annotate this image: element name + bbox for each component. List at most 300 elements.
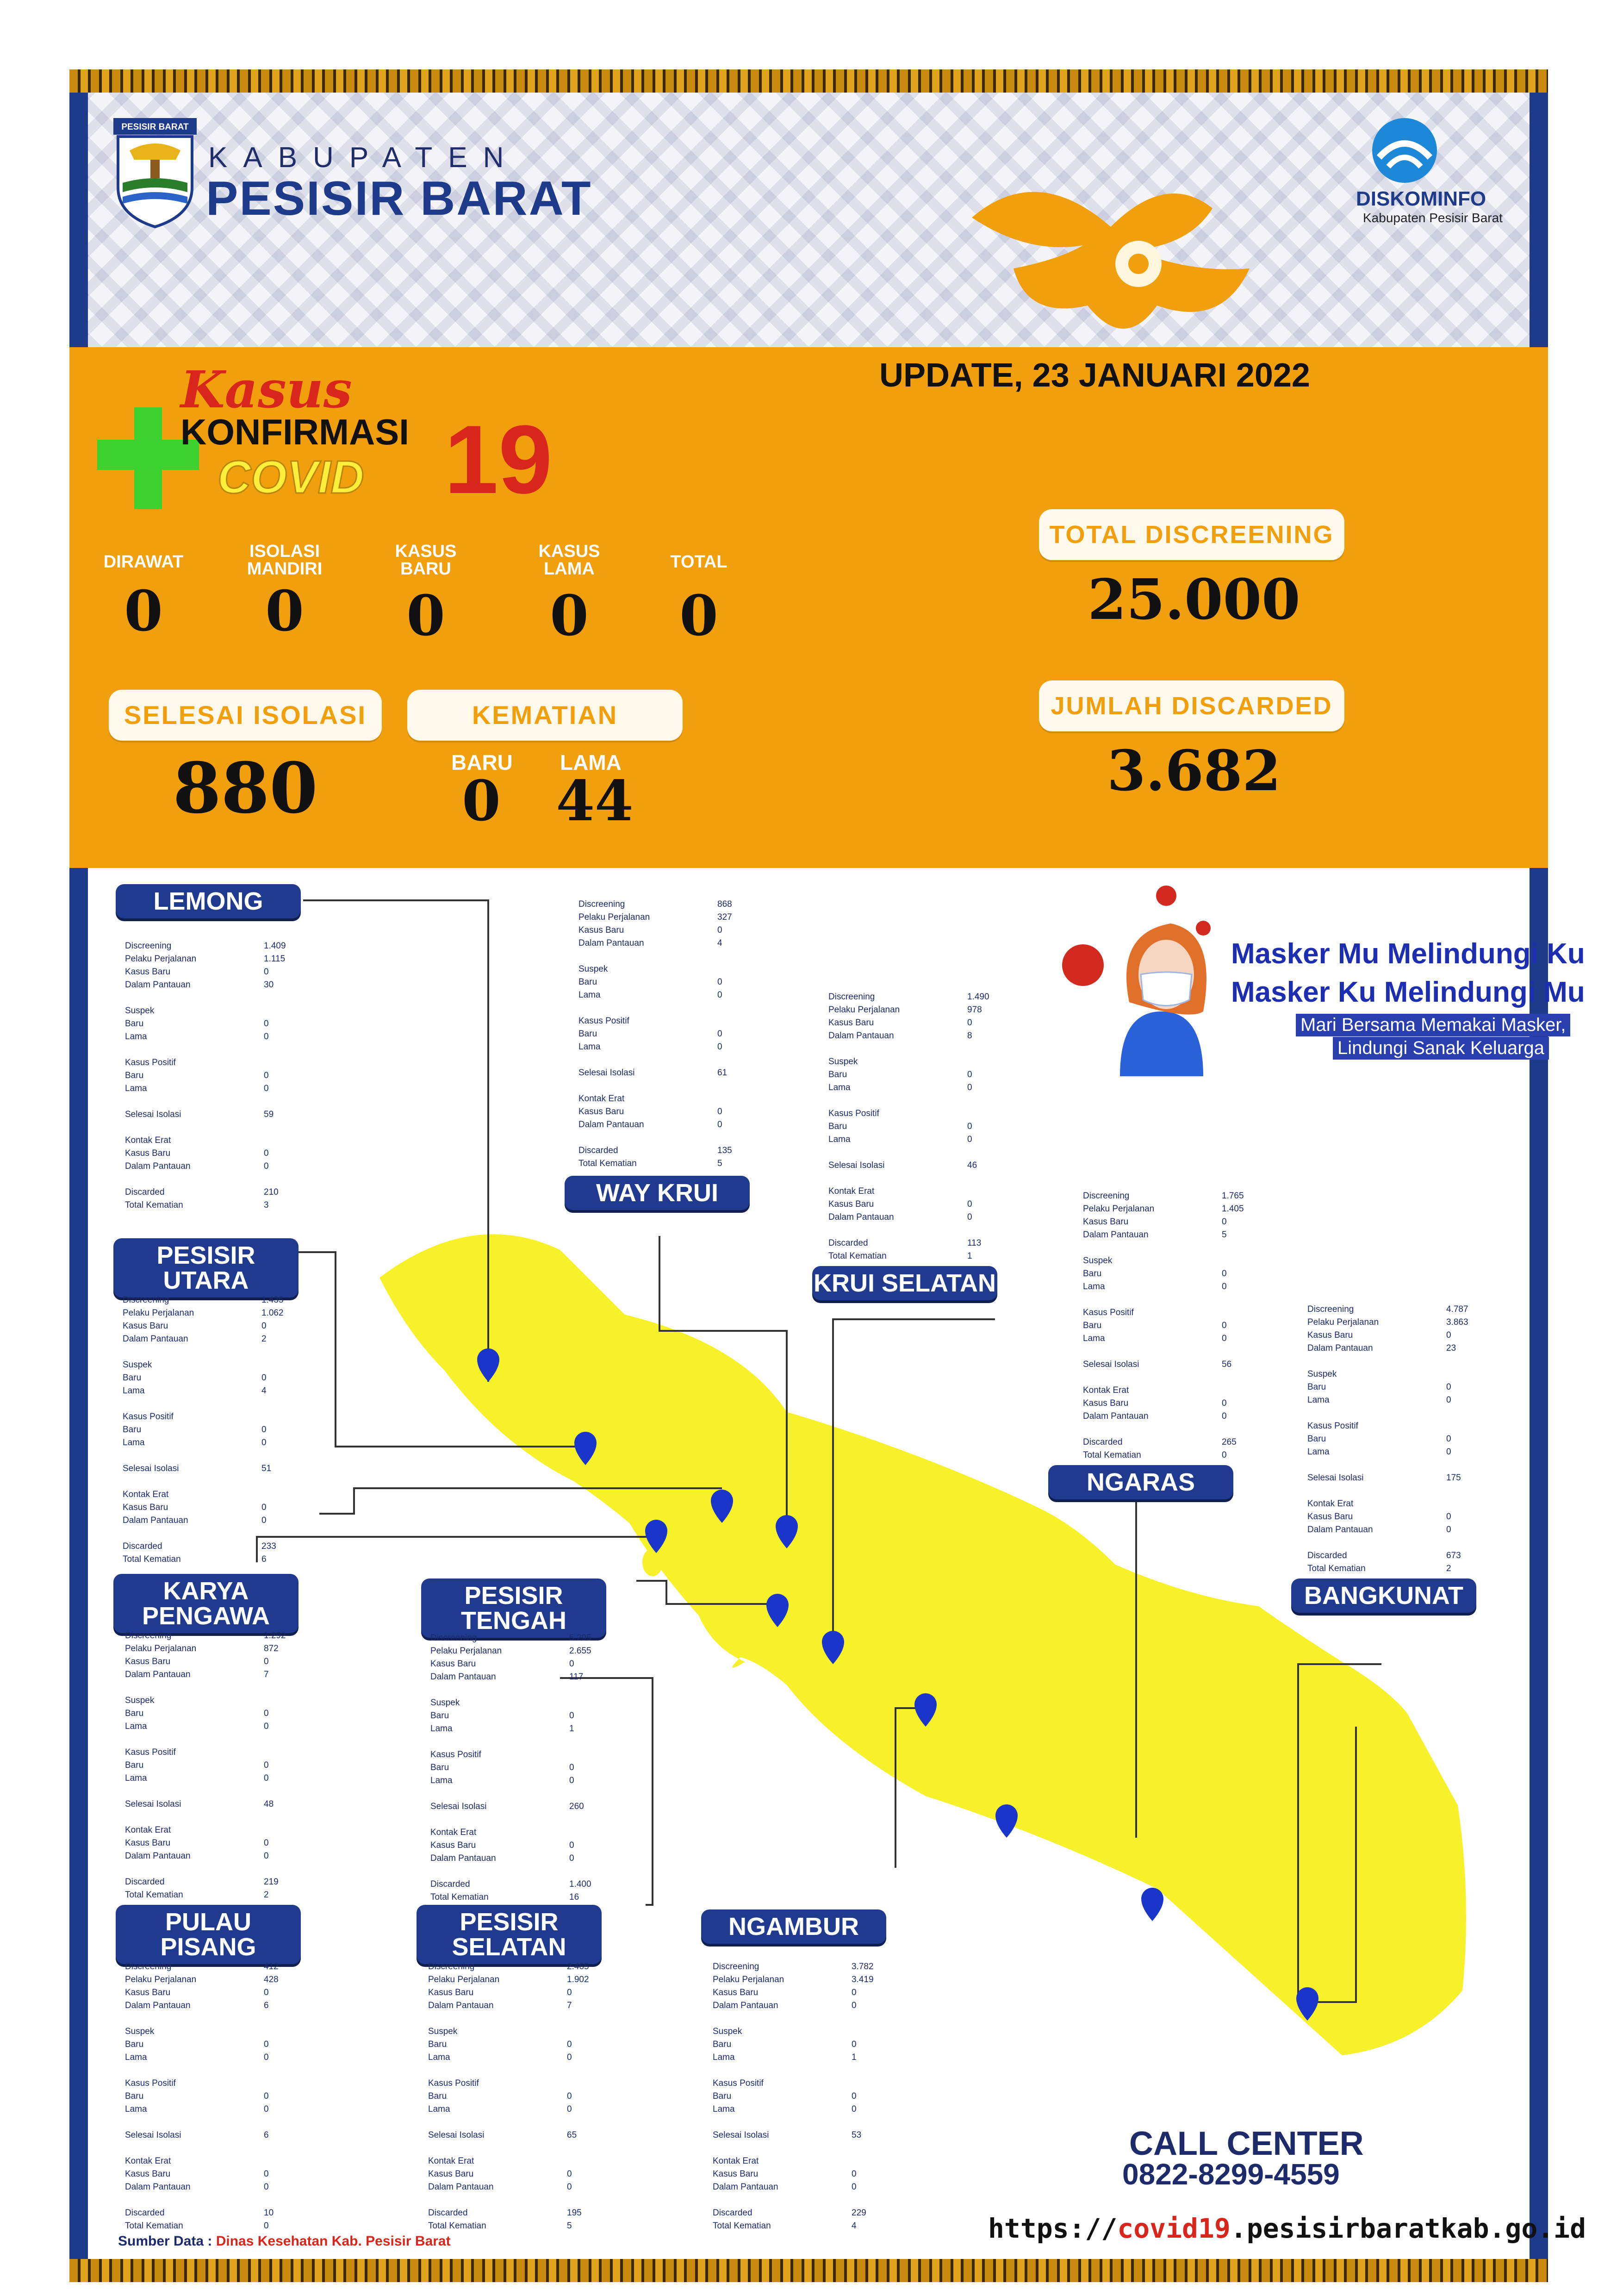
stat-value: 0 [1222, 1269, 1227, 1279]
stat-spacer [123, 1449, 298, 1462]
stat-label: Selesai Isolasi [1307, 1473, 1364, 1483]
stat-value: 0 [1446, 1447, 1451, 1457]
stats-karya-pengawa [125, 1629, 301, 1902]
stat-row [123, 1540, 298, 1553]
stat-label: Kasus Positif [430, 1750, 481, 1759]
stat-value: 0 [264, 1722, 269, 1731]
stat-value: 0 [264, 1773, 269, 1783]
stat-row [428, 1986, 604, 1999]
stat-label: Discreening [125, 1631, 172, 1641]
stat-label: Kontak Erat [828, 1186, 875, 1196]
kasus-baru-value: 0 [406, 583, 445, 649]
stat-label: Suspek [123, 1360, 152, 1370]
stat-label: Kontak Erat [1083, 1385, 1129, 1395]
stat-label: Kasus Baru [1307, 1330, 1353, 1340]
stat-label: Baru [430, 1763, 449, 1772]
stat-value: 0 [1222, 1217, 1227, 1227]
stat-spacer [430, 1865, 606, 1878]
stat-value: 59 [264, 1110, 274, 1119]
stat-label: Lama [125, 1084, 147, 1093]
stat-label: Discreening [713, 1962, 759, 1972]
stats-way-krui [578, 898, 754, 1170]
stat-spacer [125, 1121, 301, 1134]
stat-spacer [430, 1813, 606, 1826]
stat-label: Discarded [125, 1187, 165, 1197]
stat-label: Baru [1307, 1434, 1326, 1444]
stat-label: Suspek [713, 2027, 742, 2036]
district-way-krui[interactable]: WAY KRUI [565, 1176, 750, 1210]
stat-value: 4.787 [1446, 1304, 1468, 1314]
stat-value: 0 [567, 2040, 572, 2049]
stat-row [578, 989, 754, 1002]
stat-spacer [428, 2116, 604, 2129]
stat-label: Discreening [430, 1633, 477, 1643]
website-link[interactable] [988, 2213, 1586, 2244]
stat-spacer [125, 2194, 301, 2207]
stat-value: 868 [717, 899, 732, 909]
stat-label: Suspek [1307, 1369, 1337, 1379]
stat-row [125, 1017, 301, 1030]
stats-pesisir-selatan [428, 1960, 604, 2233]
stat-value: 4 [852, 2221, 857, 2231]
stat-value: 0 [1446, 1330, 1451, 1340]
stat-spacer [828, 1224, 1004, 1237]
stat-spacer [430, 1787, 606, 1800]
stat-value: 1 [852, 2053, 857, 2062]
stat-value: 872 [264, 1644, 279, 1653]
stat-value: 2 [264, 1890, 269, 1900]
stat-value: 0 [717, 925, 722, 935]
stat-label: Baru [430, 1711, 449, 1721]
district-pesisir-utara[interactable]: PESISIR UTARA [113, 1238, 298, 1298]
stats-pesisir-tengah [430, 1632, 606, 1904]
stat-label: Total Kematian [430, 1892, 489, 1902]
stat-spacer [578, 1079, 754, 1092]
stat-label: Pelaku Perjalanan [713, 1975, 784, 1984]
kabupaten-label: KABUPATEN [208, 142, 520, 174]
stat-label: Selesai Isolasi [828, 1160, 885, 1170]
stat-value: 0 [852, 1988, 857, 1997]
stat-value: 0 [567, 2091, 572, 2101]
stat-row [1307, 1472, 1483, 1485]
stat-row [828, 991, 1004, 1004]
stat-value: 16 [569, 1892, 579, 1902]
stat-label: Dalam Pantauan [430, 1672, 496, 1682]
stat-row [428, 1960, 604, 1973]
kematian-lama-label: LAMA [560, 750, 622, 774]
stat-value: 0 [264, 1838, 269, 1848]
stat-value: 428 [264, 1975, 279, 1984]
stat-row [430, 1710, 606, 1722]
stat-value: 53 [852, 2130, 862, 2140]
stat-spacer [1083, 1345, 1259, 1358]
stat-row [713, 2038, 889, 2051]
stat-row [1083, 1203, 1259, 1216]
district-karya-pengawa[interactable]: KARYA PENGAWA [113, 1574, 298, 1633]
stat-row [125, 1876, 301, 1889]
stat-label: Discarded [428, 2208, 468, 2218]
stat-row [430, 1891, 606, 1904]
stat-label: Kasus Baru [428, 2169, 474, 2179]
stat-row [123, 1553, 298, 1566]
stat-row [578, 898, 754, 911]
stat-row [1307, 1329, 1483, 1342]
stat-row [123, 1501, 298, 1514]
stat-value: 0 [717, 1029, 722, 1039]
district-ngaras[interactable]: NGARAS [1048, 1465, 1233, 1499]
stat-row [713, 2077, 889, 2090]
stat-label: Kasus Positif [428, 2078, 479, 2088]
stat-row [125, 2155, 301, 2168]
stat-row [428, 2077, 604, 2090]
stat-spacer [125, 1173, 301, 1186]
stat-row [125, 1668, 301, 1681]
stat-row [125, 1004, 301, 1017]
stat-value: 23 [1446, 1343, 1456, 1353]
stat-row [125, 1655, 301, 1668]
stat-spacer [578, 1054, 754, 1067]
stat-value: 0 [1222, 1411, 1227, 1421]
stat-spacer [428, 2142, 604, 2155]
stat-row [828, 1237, 1004, 1250]
stat-value: 0 [264, 1851, 269, 1861]
stat-label: Discreening [125, 1962, 172, 1972]
stat-value: 0 [261, 1321, 267, 1331]
stat-label: Lama [430, 1776, 453, 1785]
stats-ngaras [1083, 1190, 1259, 1462]
stat-row [125, 953, 301, 966]
stat-label: Baru [123, 1373, 142, 1383]
stat-row [428, 2103, 604, 2116]
selesai-isolasi-value: 880 [173, 748, 318, 829]
total-discreening-badge: TOTAL DISCREENING [1039, 509, 1344, 560]
stat-label: Dalam Pantauan [578, 1120, 644, 1129]
stat-label: Kasus Baru [123, 1503, 168, 1512]
stat-value: 219 [264, 1877, 279, 1887]
stat-label: Baru [125, 2040, 144, 2049]
stat-row [123, 1307, 298, 1320]
stat-label: Total Kematian [1307, 1564, 1366, 1573]
stat-value: 0 [717, 977, 722, 987]
stat-spacer [828, 1042, 1004, 1055]
stat-label: Selesai Isolasi [428, 2130, 485, 2140]
stat-label: Pelaku Perjalanan [428, 1975, 500, 1984]
district-pulau-pisang[interactable]: PULAU PISANG [116, 1905, 301, 1964]
stat-label: Lama [1307, 1447, 1330, 1457]
stat-row [713, 2207, 889, 2220]
stat-row [125, 1199, 301, 1212]
stat-row [430, 1722, 606, 1735]
stat-label: Kontak Erat [578, 1094, 625, 1104]
kasus-lama-value: 0 [550, 583, 589, 649]
stat-row [713, 2181, 889, 2194]
stat-value: 0 [717, 990, 722, 1000]
stat-spacer [828, 1094, 1004, 1107]
stat-label: Kasus Baru [125, 2169, 171, 2179]
svg-text:Kasus: Kasus [180, 361, 352, 419]
stat-label: Lama [828, 1083, 851, 1092]
island-pulau-pisang [642, 1548, 663, 1576]
total-label: TOTAL [670, 552, 728, 572]
stat-row [1083, 1319, 1259, 1332]
stat-label: Suspek [428, 2027, 458, 2036]
stat-value: 3.782 [852, 1962, 874, 1972]
jumlah-discarded-badge: JUMLAH DISCARDED [1039, 680, 1344, 731]
stat-label: Baru [428, 2040, 447, 2049]
stat-value: 1.409 [264, 941, 286, 951]
stat-row [578, 924, 754, 937]
stat-value: 0 [264, 1148, 269, 1158]
stat-row [125, 2038, 301, 2051]
district-pesisir-tengah[interactable]: PESISIR TENGAH [421, 1578, 606, 1638]
source-label: Sumber Data : [118, 2234, 216, 2249]
stat-row [1307, 1523, 1483, 1536]
stat-row [578, 1144, 754, 1157]
total-value: 0 [679, 583, 718, 649]
stat-row [125, 1134, 301, 1147]
stat-label: Pelaku Perjalanan [125, 1644, 197, 1653]
district-lemong[interactable]: LEMONG [116, 884, 301, 918]
stat-value: 0 [264, 2221, 269, 2231]
stat-value: 6 [261, 1554, 267, 1564]
district-bangkunat[interactable]: BANGKUNAT [1291, 1578, 1476, 1613]
stat-row [578, 1041, 754, 1054]
stats-pesisir-utara [123, 1294, 298, 1566]
stat-spacer [713, 2142, 889, 2155]
stat-row [578, 963, 754, 976]
stat-row [828, 1133, 1004, 1146]
isolasi-mandiri-value: 0 [265, 579, 304, 644]
stat-spacer [1307, 1485, 1483, 1497]
stat-row [1307, 1381, 1483, 1394]
stat-row [125, 2051, 301, 2064]
stat-value: 0 [569, 1776, 574, 1785]
stat-value: 1.435 [261, 1295, 284, 1305]
stat-spacer [123, 1398, 298, 1410]
stat-label: Kasus Positif [123, 1412, 174, 1422]
stat-value: 1.400 [569, 1879, 591, 1889]
stat-value: 0 [264, 967, 269, 977]
dirawat-value: 0 [124, 579, 163, 644]
district-ngambur[interactable]: NGAMBUR [701, 1909, 886, 1944]
stat-label: Dalam Pantauan [123, 1334, 188, 1344]
isolasi-mandiri-text: ISOLASI MANDIRI [247, 542, 323, 579]
stat-label: Dalam Pantauan [713, 2001, 778, 2010]
stat-label: Kasus Baru [125, 1148, 171, 1158]
stat-row [430, 1800, 606, 1813]
stat-label: Lama [123, 1386, 145, 1396]
stat-row [713, 2155, 889, 2168]
stat-label: Kasus Baru [828, 1199, 874, 1209]
stat-value: 0 [569, 1659, 574, 1669]
stat-label: Dalam Pantauan [125, 2001, 191, 2010]
stat-label: Kasus Positif [1307, 1421, 1358, 1431]
stat-label: Dalam Pantauan [125, 1161, 191, 1171]
stat-value: 1.765 [1222, 1191, 1244, 1201]
stat-row [713, 1960, 889, 1973]
stat-row [828, 1198, 1004, 1211]
stat-label: Kasus Positif [578, 1016, 629, 1026]
stat-value: 46 [967, 1160, 977, 1170]
stat-row [125, 1030, 301, 1043]
stat-label: Lama [1083, 1282, 1105, 1292]
stat-value: 1.405 [1222, 1204, 1244, 1214]
stat-row [125, 1772, 301, 1785]
stat-row [125, 1186, 301, 1199]
district-krui-selatan[interactable]: KRUI SELATAN [812, 1266, 997, 1300]
stat-spacer [828, 1146, 1004, 1159]
stat-label: Kasus Baru [713, 2169, 759, 2179]
kasus-baru-label: KASUS BARU [395, 542, 457, 579]
stat-label: Lama [1307, 1395, 1330, 1405]
stat-label: Kontak Erat [713, 2156, 759, 2166]
stat-value: 260 [569, 1802, 584, 1811]
stat-value: 1.902 [567, 1975, 589, 1984]
stat-row [713, 2025, 889, 2038]
stat-value: 0 [717, 1120, 722, 1129]
stat-value: 0 [852, 2169, 857, 2179]
stat-value: 1.062 [261, 1308, 284, 1318]
stat-label: Kasus Baru [578, 1107, 624, 1117]
stat-row [578, 1105, 754, 1118]
stats-ngambur [713, 1960, 889, 2233]
stat-label: Dalam Pantauan [123, 1516, 188, 1525]
stat-label: Total Kematian [123, 1554, 181, 1564]
stat-label: Baru [828, 1122, 847, 1131]
stat-label: Lama [578, 1042, 601, 1052]
stat-value: 175 [1446, 1473, 1461, 1483]
stat-value: 0 [567, 2053, 572, 2062]
stat-value: 0 [264, 2091, 269, 2101]
kematian-badge: KEMATIAN [407, 690, 683, 741]
stat-label: Kasus Positif [125, 1058, 176, 1067]
stat-row [125, 2168, 301, 2181]
stat-row [1307, 1394, 1483, 1407]
stat-value: 3.419 [852, 1975, 874, 1984]
stat-label: Dalam Pantauan [125, 1670, 191, 1679]
stat-row [578, 1028, 754, 1041]
stat-value: 210 [264, 1187, 279, 1197]
stat-label: Kasus Positif [125, 2078, 176, 2088]
total-discreening-value: 25.000 [1088, 567, 1300, 632]
stat-label: Total Kematian [713, 2221, 771, 2231]
stat-row [125, 966, 301, 979]
stat-value: 2 [261, 1334, 267, 1344]
stat-label: Kasus Baru [1083, 1398, 1129, 1408]
stat-label: Baru [578, 1029, 597, 1039]
stat-label: Baru [125, 1071, 144, 1080]
stat-value: 327 [717, 912, 732, 922]
stat-row [125, 979, 301, 992]
stat-label: Kasus Baru [713, 1988, 759, 1997]
stat-value: 10 [264, 2208, 274, 2218]
stat-spacer [430, 1735, 606, 1748]
stat-label: Discreening [1307, 1304, 1354, 1314]
stat-label: Discreening [125, 941, 172, 951]
bottom-ornament-border [69, 2259, 1548, 2282]
stat-row [125, 1642, 301, 1655]
stat-spacer [1307, 1407, 1483, 1420]
stat-row [578, 1157, 754, 1170]
district-pesisir-selatan[interactable]: PESISIR SELATAN [417, 1905, 602, 1964]
stat-value: 0 [261, 1425, 267, 1435]
stat-row [578, 976, 754, 989]
stat-row [125, 1960, 301, 1973]
stat-label: Discarded [578, 1146, 618, 1155]
stat-value: 0 [1446, 1382, 1451, 1392]
stat-value: 0 [717, 1042, 722, 1052]
stat-label: Baru [125, 1019, 144, 1029]
stat-row [125, 1973, 301, 1986]
data-source [118, 2234, 451, 2249]
stat-row [125, 2077, 301, 2090]
stat-value: 0 [264, 1032, 269, 1042]
stat-row [125, 1160, 301, 1173]
stat-spacer [125, 2142, 301, 2155]
stat-row [578, 937, 754, 950]
stat-value: 5 [717, 1159, 722, 1168]
stat-row [125, 1850, 301, 1863]
stat-spacer [1307, 1536, 1483, 1549]
stat-spacer [1083, 1371, 1259, 1384]
stat-value: 0 [1222, 1334, 1227, 1343]
stat-value: 0 [264, 2053, 269, 2062]
stat-row [430, 1671, 606, 1684]
stat-value: 1.115 [264, 954, 286, 964]
stat-row [125, 1746, 301, 1759]
stat-value: 0 [264, 2040, 269, 2049]
stat-label: Discreening [123, 1295, 169, 1305]
stat-label: Lama [713, 2053, 735, 2062]
stat-spacer [125, 1863, 301, 1876]
stat-value: 0 [967, 1212, 972, 1222]
stat-value: 56 [1222, 1360, 1232, 1369]
stat-spacer [123, 1527, 298, 1540]
stat-row [125, 1147, 301, 1160]
stat-value: 8 [967, 1031, 972, 1041]
stat-label: Discarded [125, 2208, 165, 2218]
stat-label: Dalam Pantauan [125, 980, 191, 990]
masked-woman-illustration [1051, 882, 1245, 1076]
call-center-number[interactable]: 0822-8299-4559 [1122, 2158, 1340, 2191]
stat-spacer [125, 1095, 301, 1108]
url-highlight: covid19 [1117, 2213, 1231, 2244]
stat-row [430, 1826, 606, 1839]
stat-label: Lama [125, 2104, 147, 2114]
svg-text:PESISIR BARAT: PESISIR BARAT [121, 122, 189, 132]
stat-label: Suspek [430, 1698, 460, 1708]
stat-spacer [1083, 1293, 1259, 1306]
stat-row [713, 1999, 889, 2012]
stat-row [125, 1824, 301, 1837]
stat-row [125, 1056, 301, 1069]
stat-label: Suspek [125, 1006, 155, 1016]
stat-label: Kasus Baru [125, 1838, 171, 1848]
stat-label: Kasus Baru [428, 1988, 474, 1997]
stat-row [828, 1029, 1004, 1042]
stat-row [125, 1707, 301, 1720]
stat-label: Dalam Pantauan [1083, 1230, 1149, 1240]
stat-row [430, 1645, 606, 1658]
stat-spacer [1307, 1459, 1483, 1472]
stat-row [123, 1385, 298, 1398]
stat-row [1083, 1397, 1259, 1410]
jumlah-discarded-value: 3.682 [1107, 738, 1281, 804]
stat-label: Pelaku Perjalanan [828, 1005, 900, 1015]
stat-spacer [125, 2064, 301, 2077]
stat-row [125, 1694, 301, 1707]
stat-label: Dalam Pantauan [428, 2001, 494, 2010]
